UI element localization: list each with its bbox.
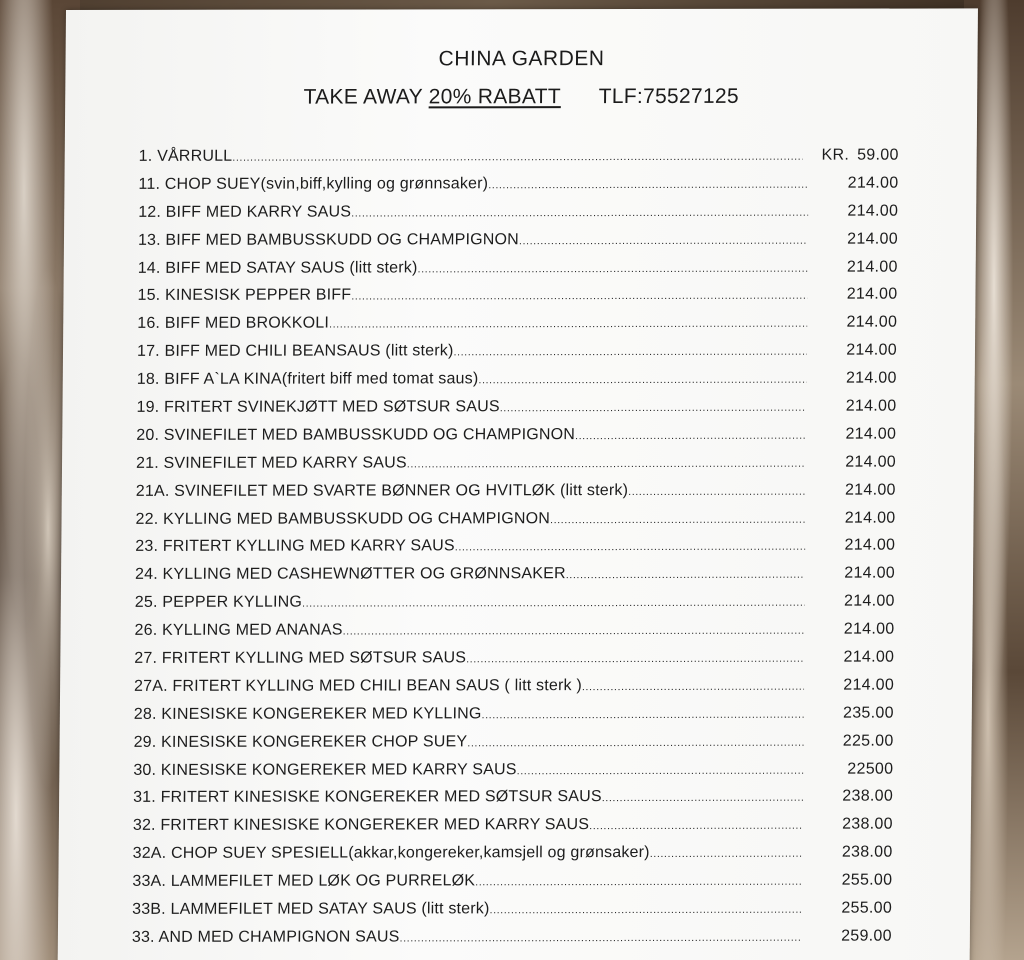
menu-item xyxy=(135,509,895,538)
dot-leader xyxy=(343,625,805,638)
menu-item-price xyxy=(803,844,893,862)
menu-item-price xyxy=(803,732,893,750)
discount-label: 20% RABATT xyxy=(428,85,561,109)
menu-item-price xyxy=(807,286,897,304)
menu-item xyxy=(138,230,898,259)
price-value: 214.00 xyxy=(846,258,898,276)
menu-item-name: 33. AND MED CHAMPIGNON SAUS xyxy=(131,928,400,946)
menu-item-name: 30. KINESISKE KONGEREKER MED KARRY SAUS xyxy=(133,760,517,779)
price-value: 214.00 xyxy=(843,648,895,666)
price-value: 214.00 xyxy=(843,592,895,610)
menu-item-price xyxy=(802,900,892,918)
dot-leader xyxy=(628,485,806,497)
menu-list xyxy=(132,147,899,957)
menu-item xyxy=(134,677,894,706)
menu-item-price xyxy=(803,147,899,165)
menu-item-price xyxy=(803,816,893,834)
price-value: 214.00 xyxy=(845,369,897,387)
menu-item xyxy=(136,453,896,482)
menu-item-name: 26. KYLLING MED ANANAS xyxy=(134,621,343,640)
menu-item xyxy=(139,147,899,176)
menu-item xyxy=(135,565,895,594)
dot-leader xyxy=(453,346,807,359)
price-value: 225.00 xyxy=(842,732,894,750)
menu-item xyxy=(136,481,896,510)
dot-leader xyxy=(582,681,804,693)
dot-leader xyxy=(602,792,803,804)
menu-item-name: 17. BIFF MED CHILI BEANSAUS (litt sterk) xyxy=(136,342,454,361)
menu-item-name: 1. VÅRRULL xyxy=(138,147,233,165)
menu-item-price xyxy=(808,202,898,220)
dot-leader xyxy=(418,262,808,275)
price-value: 214.00 xyxy=(846,286,898,304)
dot-leader xyxy=(400,932,802,945)
price-value: 238.00 xyxy=(842,788,894,806)
takeaway-line xyxy=(65,84,977,110)
price-value: 214.00 xyxy=(843,676,895,694)
menu-item xyxy=(134,621,894,650)
price-value: 235.00 xyxy=(842,704,894,722)
menu-item-price xyxy=(806,453,896,471)
menu-item-name: 13. BIFF MED BAMBUSSKUDD OG CHAMPIGNON xyxy=(137,230,520,249)
menu-item-name: 29. KINESISKE KONGEREKER CHOP SUEY xyxy=(133,733,468,751)
menu-item-name: 33A. LAMMEFILET MED LØK OG PURRELØK xyxy=(132,872,476,891)
restaurant-title: CHINA GARDEN xyxy=(438,47,605,71)
menu-item xyxy=(137,370,897,399)
menu-item-name: 15. KINESISK PEPPER BIFF xyxy=(137,286,352,305)
price-value: 238.00 xyxy=(841,843,893,861)
phone-number: TLF:75527125 xyxy=(598,84,739,109)
price-value: 214.00 xyxy=(846,341,898,359)
price-value: 238.00 xyxy=(842,815,893,834)
menu-item-price xyxy=(808,174,898,192)
dot-leader xyxy=(475,876,802,889)
dot-leader xyxy=(519,234,808,247)
menu-item-name: 27. FRITERT KYLLING MED SØTSUR SAUS xyxy=(134,649,467,667)
menu-item xyxy=(133,732,893,761)
dot-leader xyxy=(467,736,803,749)
menu-item-name: 14. BIFF MED SATAY SAUS (litt sterk) xyxy=(137,258,418,277)
dot-leader xyxy=(575,430,806,442)
dot-leader xyxy=(500,402,807,415)
price-value: 59.00 xyxy=(857,146,899,164)
price-value: 259.00 xyxy=(841,927,892,945)
price-value: 214.00 xyxy=(847,230,899,248)
menu-item xyxy=(135,593,895,622)
menu-item-price xyxy=(804,704,894,722)
menu-item-name: 32A. CHOP SUEY SPESIELL(akkar,kongereker,kamsjell og grønsaker) xyxy=(132,844,650,863)
menu-item xyxy=(134,649,894,678)
menu-item xyxy=(136,425,896,454)
menu-sheet xyxy=(57,8,978,960)
menu-item-name: 27A. FRITERT KYLLING MED CHILI BEAN SAUS ( litt sterk ) xyxy=(134,677,582,695)
menu-item xyxy=(133,788,893,817)
menu-item-price xyxy=(806,425,896,443)
menu-item xyxy=(132,900,892,929)
menu-item-name: 23. FRITERT KYLLING MED KARRY SAUS xyxy=(135,537,455,556)
menu-item-price xyxy=(804,621,894,639)
dot-leader xyxy=(351,206,808,219)
dot-leader xyxy=(232,151,802,164)
menu-item-price xyxy=(807,370,897,388)
dot-leader xyxy=(566,569,805,581)
dot-leader xyxy=(489,904,802,917)
menu-item-name: 22. KYLLING MED BAMBUSSKUDD OG CHAMPIGNON xyxy=(135,509,551,528)
menu-item-price xyxy=(805,593,895,611)
menu-item xyxy=(137,286,897,315)
dot-leader xyxy=(329,318,807,331)
price-value: 214.00 xyxy=(843,620,895,638)
dot-leader xyxy=(455,541,806,554)
price-value: 214.00 xyxy=(846,313,898,331)
price-value: 214.00 xyxy=(847,202,899,220)
dot-leader xyxy=(407,458,806,471)
menu-item xyxy=(132,928,892,957)
menu-item-price xyxy=(803,788,893,806)
menu-item-name: 20. SVINEFILET MED BAMBUSSKUDD OG CHAMPIGNON xyxy=(136,426,576,444)
menu-item-price xyxy=(807,342,897,360)
price-value: 22500 xyxy=(847,760,894,778)
dot-leader xyxy=(351,290,807,303)
menu-item-price xyxy=(808,258,898,276)
menu-item-price xyxy=(804,649,894,667)
menu-item-name: 24. KYLLING MED CASHEWNØTTER OG GRØNNSAKER xyxy=(134,565,566,584)
menu-item xyxy=(136,398,896,427)
dot-leader xyxy=(550,513,806,525)
menu-item-price xyxy=(807,314,897,332)
menu-item xyxy=(133,816,893,845)
menu-item xyxy=(132,872,892,901)
menu-item-name: 25. PEPPER KYLLING xyxy=(134,593,303,612)
menu-item xyxy=(137,342,897,371)
price-value: 255.00 xyxy=(841,899,893,917)
dot-leader xyxy=(589,820,803,832)
dot-leader xyxy=(302,597,805,610)
dot-leader xyxy=(488,179,808,192)
menu-item-name: 32. FRITERT KINESISKE KONGEREKER MED KARRY SAUS xyxy=(132,816,590,835)
menu-item-name: 21A. SVINEFILET MED SVARTE BØNNER OG HVITLØK (litt sterk) xyxy=(135,481,629,500)
price-value: 214.00 xyxy=(844,564,896,583)
take-away-label: TAKE AWAY xyxy=(303,85,423,109)
menu-item-price xyxy=(803,760,893,778)
dot-leader xyxy=(466,653,804,666)
menu-item-name: 21. SVINEFILET MED KARRY SAUS xyxy=(135,454,407,472)
menu-item-price xyxy=(802,928,892,946)
menu-item xyxy=(135,537,895,566)
price-value: 255.00 xyxy=(841,871,893,889)
price-value: 214.00 xyxy=(844,537,896,555)
menu-item-price xyxy=(802,872,892,890)
menu-item-name: 31. FRITERT KINESISKE KONGEREKER MED SØTSUR SAUS xyxy=(133,788,602,807)
menu-item-name: 16. BIFF MED BROKKOLI xyxy=(137,314,330,333)
menu-item-price xyxy=(805,509,895,527)
menu-item-price xyxy=(804,677,894,695)
menu-item-name: 18. BIFF A`LA KINA(fritert biff med tomat saus) xyxy=(136,370,479,389)
menu-item-price xyxy=(808,230,898,248)
dot-leader xyxy=(478,374,806,387)
price-value: 214.00 xyxy=(845,453,897,471)
price-value: 214.00 xyxy=(847,174,899,192)
dot-leader xyxy=(650,848,803,860)
menu-item xyxy=(132,844,892,873)
menu-item-name: 19. FRITERT SVINEKJØTT MED SØTSUR SAUS xyxy=(136,398,500,416)
menu-item-name: 11. CHOP SUEY(svin,biff,kylling og grønnsaker) xyxy=(138,175,489,193)
price-value: 214.00 xyxy=(844,509,896,527)
menu-item xyxy=(138,202,898,231)
menu-item-name: 28. KINESISKE KONGEREKER MED KYLLING xyxy=(133,705,482,723)
currency-label: KR. xyxy=(821,146,850,164)
price-value: 214.00 xyxy=(845,425,897,443)
dot-leader xyxy=(482,709,804,722)
price-value: 214.00 xyxy=(845,397,897,415)
menu-item-name: 33B. LAMMEFILET MED SATAY SAUS (litt sterk) xyxy=(132,900,490,918)
price-value: 214.00 xyxy=(844,481,896,499)
menu-item xyxy=(133,760,893,789)
menu-item xyxy=(137,314,897,343)
menu-item-name: 12. BIFF MED KARRY SAUS xyxy=(138,203,352,221)
menu-item xyxy=(138,174,898,203)
menu-item-price xyxy=(805,565,895,583)
menu-item xyxy=(138,258,898,287)
menu-item-price xyxy=(805,537,895,555)
menu-item-price xyxy=(806,481,896,499)
dot-leader xyxy=(517,764,804,777)
menu-item xyxy=(134,704,894,733)
menu-item-price xyxy=(806,398,896,416)
